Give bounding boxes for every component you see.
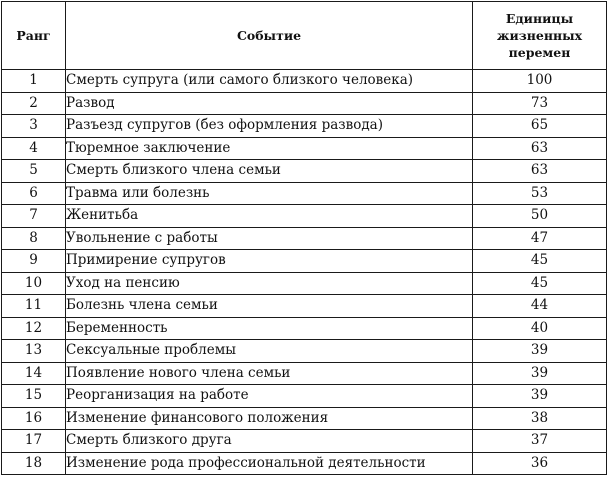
table-row (2, 160, 607, 183)
table-row (2, 137, 607, 160)
life-events-table (1, 1, 607, 475)
rank-cell: 5 (2, 160, 66, 183)
rank-cell: 16 (2, 407, 66, 430)
rank-cell: 8 (2, 227, 66, 250)
rank-cell: 2 (2, 92, 66, 115)
units-cell: 63 (473, 160, 607, 183)
table-row (2, 250, 607, 273)
units-cell: 50 (473, 205, 607, 228)
event-cell: Разъезд супругов (без оформления развода) (66, 115, 473, 138)
table-row (2, 430, 607, 453)
units-cell: 44 (473, 295, 607, 318)
header-units-label: Единицы жизненных перемен (496, 11, 583, 60)
rank-cell: 18 (2, 452, 66, 475)
units-cell: 100 (473, 70, 607, 93)
rank-cell: 15 (2, 385, 66, 408)
units-cell: 37 (473, 430, 607, 453)
units-cell: 73 (473, 92, 607, 115)
event-cell: Реорганизация на работе (66, 385, 473, 408)
event-cell: Изменение рода профессиональной деятельности (66, 452, 473, 475)
header-rank: Ранг (2, 2, 66, 70)
rank-cell: 10 (2, 272, 66, 295)
table-row (2, 407, 607, 430)
rank-cell: 14 (2, 362, 66, 385)
event-cell: Тюремное заключение (66, 137, 473, 160)
table-row (2, 227, 607, 250)
units-cell: 39 (473, 385, 607, 408)
table-row (2, 340, 607, 363)
rank-cell: 12 (2, 317, 66, 340)
table-row (2, 70, 607, 93)
table-row (2, 385, 607, 408)
table-row (2, 205, 607, 228)
table-row (2, 317, 607, 340)
event-cell: Беременность (66, 317, 473, 340)
rank-cell: 13 (2, 340, 66, 363)
units-cell: 65 (473, 115, 607, 138)
event-cell: Изменение финансового положения (66, 407, 473, 430)
table-row (2, 452, 607, 475)
table-row (2, 362, 607, 385)
rank-cell: 3 (2, 115, 66, 138)
units-cell: 40 (473, 317, 607, 340)
table-body (2, 70, 607, 475)
table-row (2, 115, 607, 138)
event-cell: Сексуальные проблемы (66, 340, 473, 363)
event-cell: Уход на пенсию (66, 272, 473, 295)
units-cell: 63 (473, 137, 607, 160)
units-cell: 36 (473, 452, 607, 475)
event-cell: Увольнение с работы (66, 227, 473, 250)
event-cell: Развод (66, 92, 473, 115)
units-cell: 45 (473, 250, 607, 273)
rank-cell: 11 (2, 295, 66, 318)
units-cell: 45 (473, 272, 607, 295)
table-header (2, 2, 607, 70)
rank-cell: 4 (2, 137, 66, 160)
header-row (2, 2, 607, 70)
event-cell: Смерть супруга (или самого близкого человека) (66, 70, 473, 93)
event-cell: Травма или болезнь (66, 182, 473, 205)
event-cell: Появление нового члена семьи (66, 362, 473, 385)
rank-cell: 17 (2, 430, 66, 453)
units-cell: 38 (473, 407, 607, 430)
event-cell: Примирение супругов (66, 250, 473, 273)
rank-cell: 7 (2, 205, 66, 228)
event-cell: Женитьба (66, 205, 473, 228)
header-event: Событие (66, 2, 473, 70)
table-row (2, 182, 607, 205)
rank-cell: 6 (2, 182, 66, 205)
rank-cell: 1 (2, 70, 66, 93)
units-cell: 47 (473, 227, 607, 250)
event-cell: Болезнь члена семьи (66, 295, 473, 318)
rank-cell: 9 (2, 250, 66, 273)
table-row (2, 272, 607, 295)
units-cell: 39 (473, 362, 607, 385)
units-cell: 39 (473, 340, 607, 363)
event-cell: Смерть близкого друга (66, 430, 473, 453)
event-cell: Смерть близкого члена семьи (66, 160, 473, 183)
table-row (2, 295, 607, 318)
table-row (2, 92, 607, 115)
header-units (473, 2, 607, 70)
units-cell: 53 (473, 182, 607, 205)
